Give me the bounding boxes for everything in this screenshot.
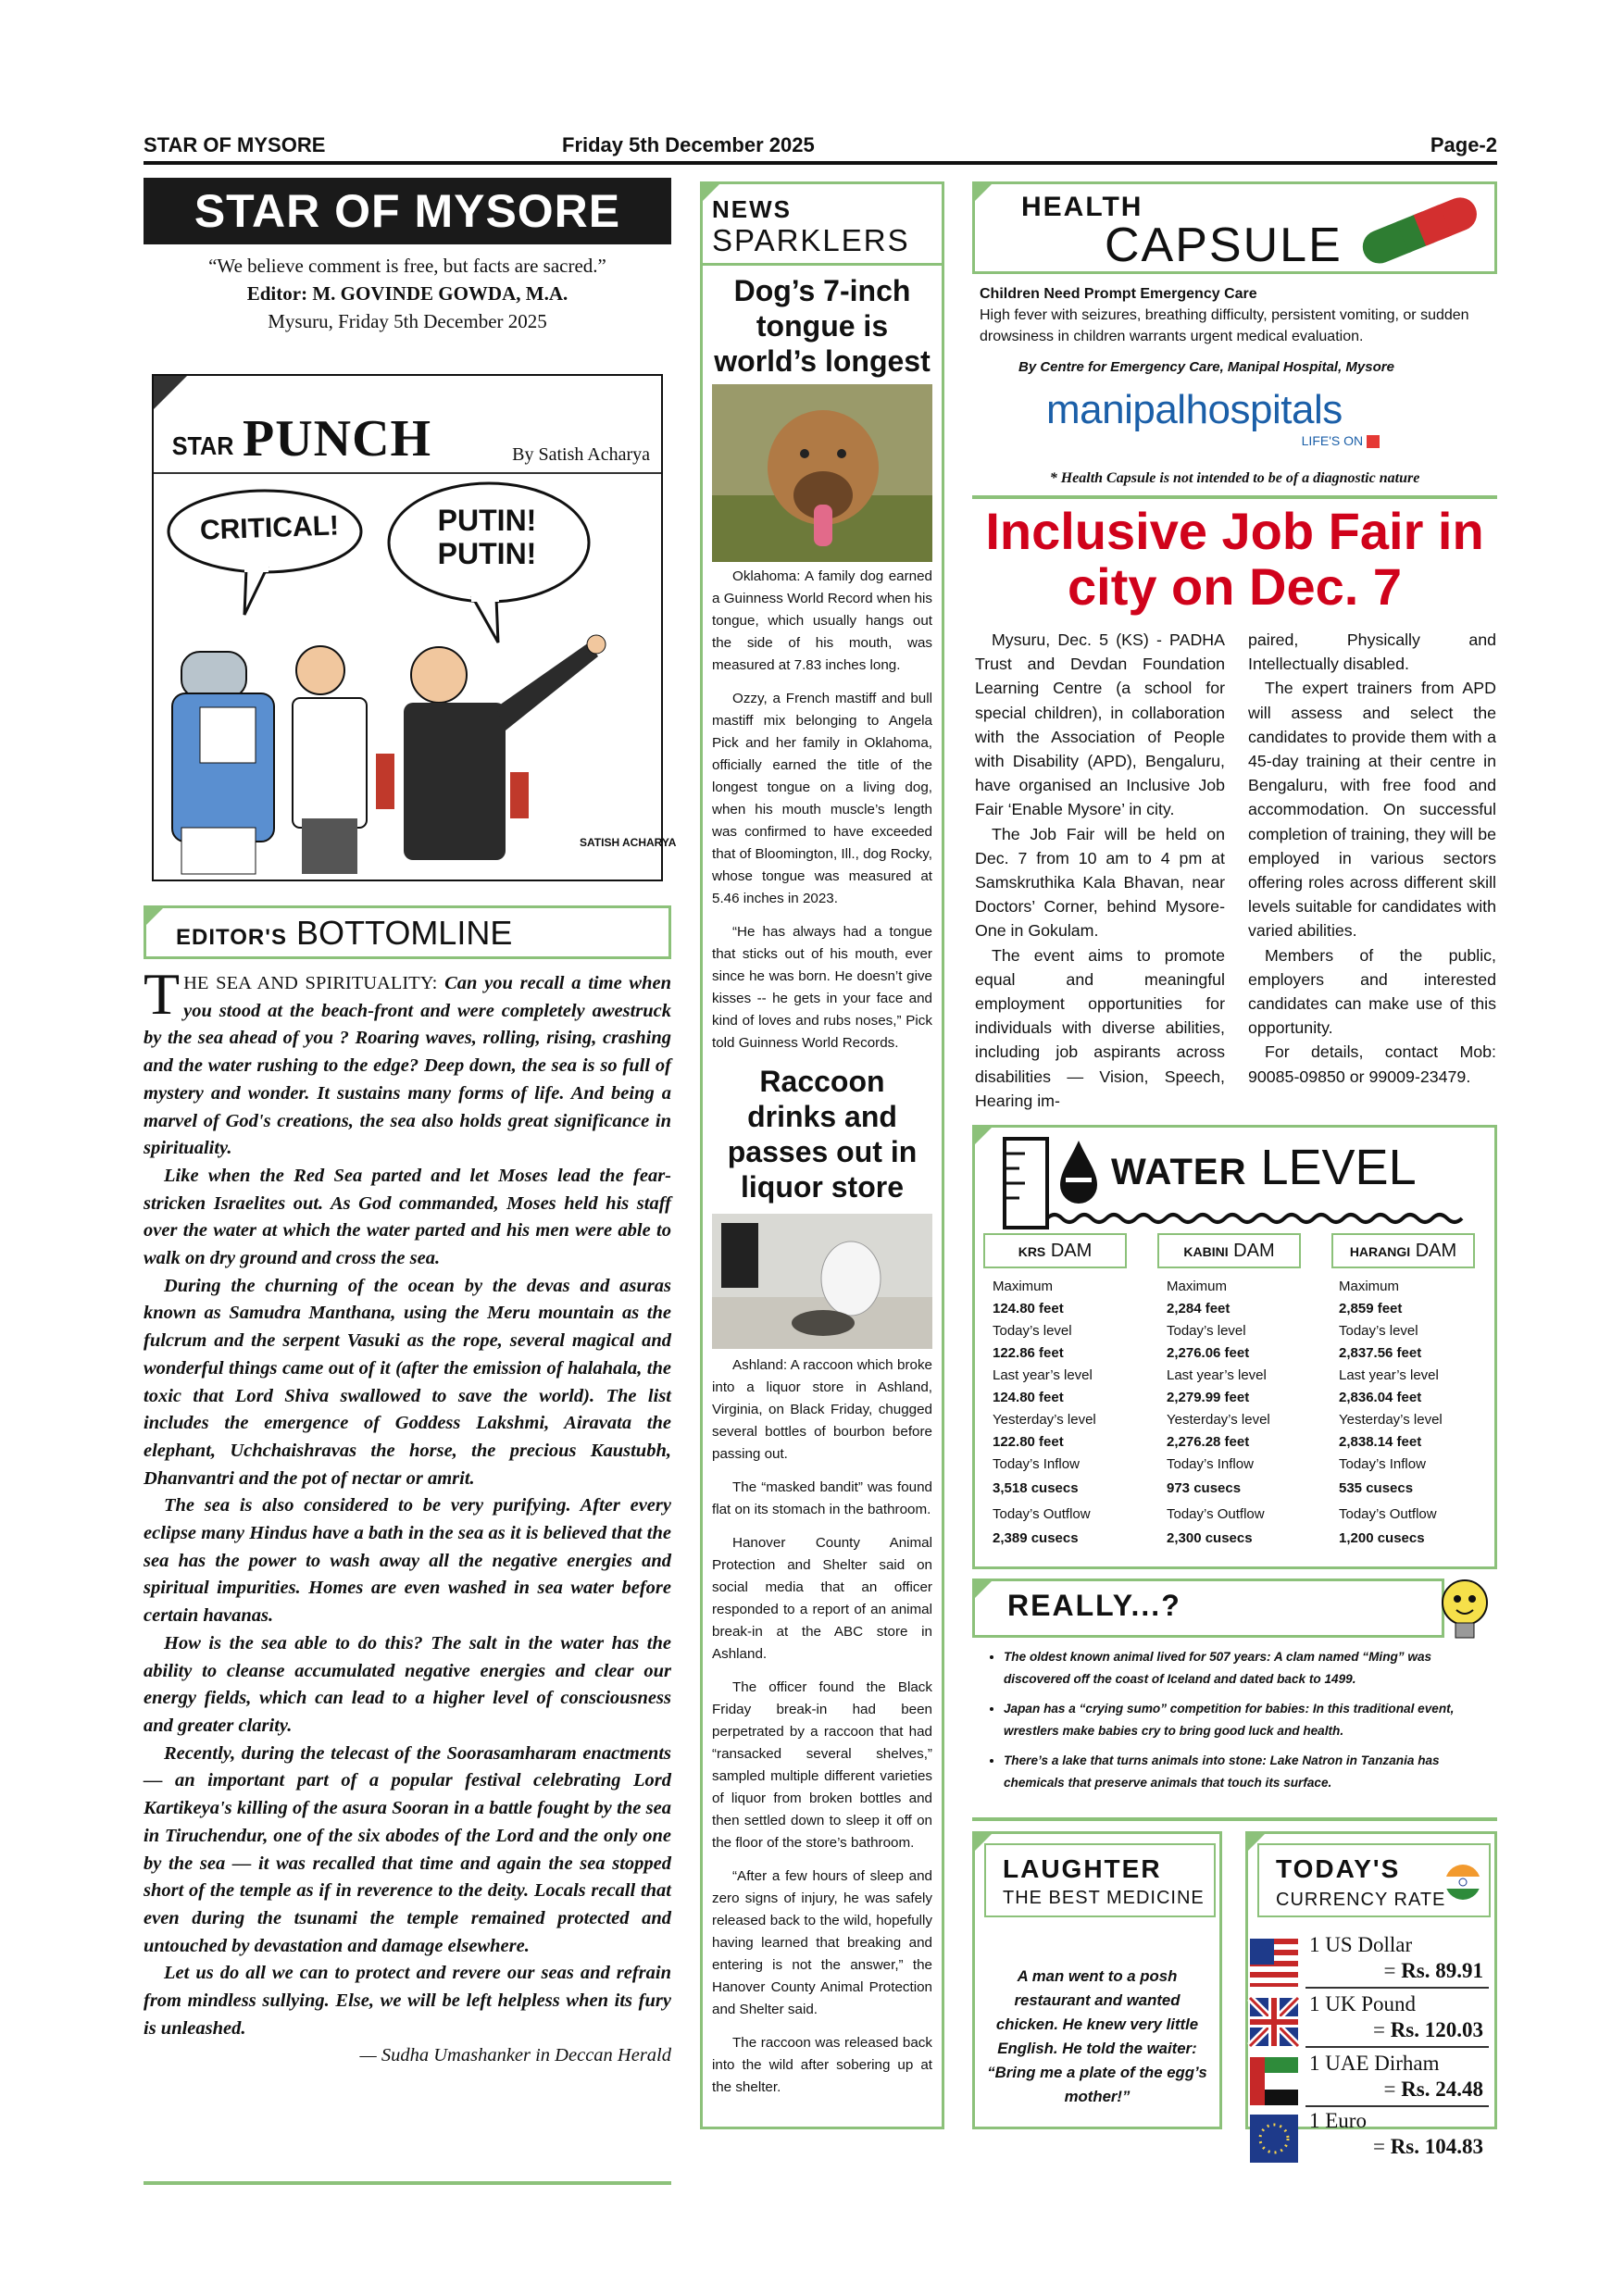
bottomline-signature: — Sudha Umashanker in Deccan Herald: [359, 2045, 671, 2066]
value-outflow: 1,200 cusecs: [1339, 1530, 1425, 1546]
dam-header-kabini: [1157, 1233, 1301, 1268]
currency-value-text: Rs. 120.03: [1390, 2018, 1483, 2041]
bottomline-title: [176, 915, 512, 956]
laughter-joke: A man went to a posh restaurant and wanted chicken. He knew very little English. He told the waiter: “Bring me a plate of the egg’s mother!”: [987, 1967, 1207, 2105]
currency-rule: [1305, 1987, 1489, 1989]
bottomline-para-5: How is the sea able to do this? The salt in the water has the ability to cleanse accumulated negative energies and clear our energy fields, which can lead to a higher level of consciousness and greater clarity.: [144, 1632, 671, 1736]
svg-text:SATISH ACHARYA: SATISH ACHARYA: [580, 836, 677, 849]
list-item: • There’s a lake that turns animals into stone: Lake Natron in Tanzania has chemicals that preserve animals that touch its surface.: [1004, 1750, 1489, 1794]
header-page-number: Page-2: [1430, 133, 1497, 156]
currency-equals: =: [1383, 2078, 1402, 2101]
speech-bubble-putin-line1: PUTIN!: [437, 504, 537, 537]
really-facts-list: [989, 1646, 1489, 1802]
uae-flag-icon: [1250, 2057, 1298, 2105]
value-yesterday: 2,838.14 feet: [1339, 1434, 1422, 1450]
label-yesterday: Yesterday’s level: [993, 1412, 1096, 1428]
currency-row-usd: [1250, 1933, 1489, 1990]
currency-rule: [1305, 2046, 1489, 2048]
job-para-4: paired, Physically and Intellectually disabled.: [1248, 630, 1496, 674]
label-max: Maximum: [993, 1279, 1054, 1294]
label-max: Maximum: [1167, 1279, 1228, 1294]
health-label: HEALTH: [1021, 192, 1143, 222]
label-today: Today’s level: [1167, 1323, 1246, 1339]
manipal-logo: [1046, 387, 1417, 461]
masthead-dateline: Mysuru, Friday 5th December 2025: [268, 310, 547, 332]
health-rule: [972, 495, 1497, 499]
laughter-subtitle: THE BEST MEDICINE: [1003, 1888, 1205, 1908]
raccoon-para-5: “After a few hours of sleep and zero signs of injury, he was safely released back to the wild, hopefully having learned that breaking and entering is not the answer,” the Hanover County Animal Protection and Shelter said.: [712, 1868, 932, 2017]
label-yesterday: Yesterday’s level: [1339, 1412, 1443, 1428]
job-fair-col-1: [975, 628, 1225, 1113]
value-today: 2,837.56 feet: [1339, 1345, 1422, 1361]
value-last-year: 124.80 feet: [993, 1390, 1064, 1405]
value-inflow: 3,518 cusecs: [993, 1480, 1079, 1496]
news-raccoon-story: [712, 1354, 932, 2099]
bottomline-rule: [144, 2181, 671, 2185]
news-headline-raccoon: Raccoon drinks and passes out in liquor store: [727, 1065, 918, 1204]
plus-icon: [1367, 435, 1380, 448]
us-flag-icon: [1250, 1939, 1298, 1987]
laughter-header: [984, 1843, 1216, 1917]
value-last-year: 2,836.04 feet: [1339, 1390, 1422, 1405]
dam-name: HARANGI: [1349, 1244, 1411, 1259]
value-today: 2,276.06 feet: [1167, 1345, 1250, 1361]
job-para-3: The event aims to promote equal and meaningful employment opportunities for individuals with diverse abilities, including job aspirants across disabilities — Vision, Speech, Hearing im-: [975, 945, 1225, 1110]
currency-value-text: Rs. 24.48: [1401, 2078, 1483, 2101]
health-capsule-body: [980, 283, 1498, 378]
masthead-editor: Editor: M. GOVINDE GOWDA, M.A.: [246, 282, 568, 305]
news-title: SPARKLERS: [703, 224, 942, 266]
currency-rule: [1305, 2105, 1489, 2107]
star-label: STAR: [171, 431, 234, 460]
star-punch-header: [154, 409, 661, 474]
health-title: CAPSULE: [1105, 218, 1343, 272]
star-punch-cartoon: [152, 374, 677, 881]
dam-suffix: DAM: [1050, 1241, 1093, 1261]
bottomline-para-6: Recently, during the telecast of the Soorasamharam enactments — an important part of a popular festival celebrating Lord Kartikeya's killing of the asura Sooran in a battle fought by the sea in Tiruchendur, one of the six abodes of the Lord and the only one by the sea — it was recalled that time and again the sea stopped short of the temple as if in reverence to the deity. Locals recall that even during the tsunami the temple remained protected and untouched by devastation and damage elsewhere.: [144, 1742, 671, 1956]
value-today: 122.86 feet: [993, 1345, 1064, 1361]
currency-value: [1373, 2135, 1483, 2159]
bottomline-title-text: BOTTOMLINE: [295, 914, 513, 952]
dog-para-2: Ozzy, a French mastiff and bull mastiff mix belonging to Angela Pick and her family in Oklahoma, officially earned the title of the longest tongue on a living dog, when his mouth muscle’s length was confirmed to have exceeded that of Bloomington, Ill., dog Rocky, whose tongue was measured at 5.46 inches in 2023.: [712, 691, 932, 906]
dog-para-3: “He has always had a tongue that sticks out of his mouth, ever since he was born. He doesn’t give kisses -- he gets in your face and kind of loves and rubs noses,” Pick told Guinness World Records.: [712, 924, 932, 1051]
job-para-5: The expert trainers from APD will assess and select the candidates to provide them with a 45-day training at their centre in Bengaluru, with free food and accommodation. On successful completion of training, they will be employed in various sectors offering roles across different skill levels suitable for candidates with varied abilities.: [1248, 679, 1496, 941]
masthead-info: [144, 252, 671, 335]
value-yesterday: 122.80 feet: [993, 1434, 1064, 1450]
news-dog-story: [712, 566, 932, 1054]
value-last-year: 2,279.99 feet: [1167, 1390, 1250, 1405]
india-flag-icon: [1444, 1864, 1481, 1901]
dam-header-harangi: [1331, 1233, 1475, 1268]
label-inflow: Today’s Inflow: [993, 1456, 1080, 1472]
label-today: Today’s level: [1339, 1323, 1418, 1339]
header-paper-name: STAR OF MYSORE: [144, 133, 326, 156]
job-para-7: For details, contact Mob: 90085-09850 or 99009-23479.: [1248, 1042, 1496, 1086]
label-inflow: Today’s Inflow: [1339, 1456, 1426, 1472]
currency-name: 1 UK Pound: [1309, 1992, 1417, 2015]
dam-data-krs: [993, 1276, 1155, 1550]
currency-equals: =: [1372, 2135, 1391, 2158]
list-item: • Japan has a “crying sumo” competition for babies: In this traditional event, wrestlers make babies cry to bring good luck and health.: [1004, 1698, 1489, 1742]
dropcap: T: [144, 961, 181, 1027]
speech-bubble-putin-line2: PUTIN!: [437, 537, 537, 570]
job-para-6: Members of the public, employers and interested candidates can make use of this opportunity.: [1248, 945, 1496, 1038]
uk-flag-icon: [1250, 1998, 1298, 2046]
header-date: Friday 5th December 2025: [562, 133, 815, 156]
currency-value: [1373, 2018, 1483, 2042]
bottomline-para-3: During the churning of the ocean by the devas and asuras known as Samudra Manthana, using the Meru mountain as the fulcrum and the serpent Vasuki as the rope, several magical and wonderful things came out of it (after the emission of halahala, the toxic that Lord Shiva swallowed to save the world). The list includes the emergence of Goddess Lakshmi, Airavata the elephant, Uchchaishravas the horse, the precious Kaustubh, Dhanvantri and the pot of nectar or amrit.: [144, 1275, 671, 1489]
label-outflow: Today’s Outflow: [1339, 1506, 1437, 1522]
job-para-1: Mysuru, Dec. 5 (KS) - PADHA Trust and Devdan Foundation Learning Centre (a school for special children), in collaboration with the Association of People with Disability (APD), Bengaluru, have organised an Inclusive Job Fair ‘Enable Mysore’ in city.: [975, 630, 1225, 819]
currency-row-eur: [1250, 2109, 1489, 2166]
currency-value: [1383, 1959, 1483, 1983]
job-fair-col-2: [1248, 628, 1496, 1089]
value-max: 2,284 feet: [1167, 1301, 1230, 1316]
currency-name: 1 US Dollar: [1309, 1933, 1413, 1956]
job-fair-headline: Inclusive Job Fair in city on Dec. 7: [985, 502, 1484, 616]
currency-row-gbp: [1250, 1992, 1489, 2050]
label-last-year: Last year’s level: [1167, 1367, 1267, 1383]
dam-suffix: DAM: [1233, 1241, 1275, 1261]
bottomline-para-4: The sea is also considered to be very purifying. After every eclipse many Hindus have a bath in the sea as it is believed that the sea has the power to wash away all the negative energies and spiritual impurities. Homes are even washed in sea water before certain havanas.: [144, 1495, 671, 1627]
news-label: NEWS: [712, 195, 792, 223]
speech-bubble-putin: [422, 504, 552, 570]
water-title-text: LEVEL: [1260, 1140, 1417, 1195]
label-last-year: Last year’s level: [1339, 1367, 1439, 1383]
manipal-tagline-text: LIFE'S ON: [1301, 433, 1364, 448]
news-headline-dog: Dog’s 7-inch tongue is world’s longest: [714, 274, 931, 378]
raccoon-para-6: The raccoon was released back into the wild after sobering up at the shelter.: [712, 2035, 932, 2095]
value-max: 2,859 feet: [1339, 1301, 1403, 1316]
bottomline-para-7: Let us do all we can to protect and revere our seas and refrain from mindless sullying. Else, we will be left helpless when its fury is unleashed.: [144, 1963, 671, 2039]
value-inflow: 973 cusecs: [1167, 1480, 1242, 1496]
bottomline-article: [144, 961, 671, 2070]
value-outflow: 2,300 cusecs: [1167, 1530, 1253, 1546]
bottomline-para-1-text: Can you recall a time when you stood at the beach-front and were completely awestruck by the sea ahead of you ? Roaring waves, rolling, rising, crashing and the water rushing to the edge? Deep down, the sea is so full of mystery and wonder. It sustains many forms of life. And being a marvel of God's creations, the sea also holds great significance in spirituality.: [144, 973, 671, 1159]
bottomline-para-2: Like when the Red Sea parted and let Moses lead the fear-stricken Israelites out. As God commanded, Moses held his staff over the water at which the water parted and his men were able to walk on dry ground and cross the sea.: [144, 1165, 671, 1269]
dam-data-harangi: [1339, 1276, 1501, 1550]
job-para-2: The Job Fair will be held on Dec. 7 from 10 am to 4 pm at Samskruthika Kala Bhavan, near Doctors’ Corner, behind Mysore-One in Gokulam.: [975, 824, 1225, 941]
currency-row-aed: [1250, 2052, 1489, 2109]
label-yesterday: Yesterday’s level: [1167, 1412, 1270, 1428]
masthead-banner: STAR OF MYSORE: [144, 178, 671, 244]
raccoon-para-2: The “masked bandit” was found flat on its stomach in the bathroom.: [712, 1479, 932, 1517]
label-outflow: Today’s Outflow: [993, 1506, 1091, 1522]
health-capsule-header: [972, 181, 1497, 274]
bottomline-kicker: HE SEA AND SPIRITUALITY:: [183, 973, 438, 993]
label-outflow: Today’s Outflow: [1167, 1506, 1265, 1522]
cartoonist-signature: [580, 836, 677, 849]
label-last-year: Last year’s level: [993, 1367, 1093, 1383]
laughter-title: LAUGHTER: [1003, 1854, 1162, 1883]
bottomline-label: EDITOR'S: [176, 925, 287, 950]
value-max: 124.80 feet: [993, 1301, 1064, 1316]
lightbulb-icon: [1432, 1569, 1497, 1653]
raccoon-para-3: Hanover County Animal Protection and Shelter said on social media that an officer responded to a report of an animal break-in at the ABC store in Ashland.: [712, 1535, 932, 1662]
water-label: WATER: [1111, 1152, 1247, 1192]
value-outflow: 2,389 cusecs: [993, 1530, 1079, 1546]
corner-triangle-icon: [154, 376, 187, 409]
eu-flag-icon: [1250, 2115, 1298, 2163]
dam-suffix: DAM: [1415, 1241, 1457, 1261]
currency-name: 1 Euro: [1309, 2109, 1367, 2132]
corner-triangle-icon: [972, 1578, 994, 1601]
bottomline-para-1: [144, 961, 671, 1163]
dam-name: KRS: [1018, 1244, 1046, 1259]
list-item: • The oldest known animal lived for 507 years: A clam named “Ming” was discovered off the coast of Iceland and dated back to 1499.: [1004, 1646, 1489, 1691]
currency-header: [1257, 1843, 1491, 1917]
currency-value-text: Rs. 89.91: [1401, 1959, 1483, 1982]
dam-data-kabini: [1167, 1276, 1329, 1550]
health-text: High fever with seizures, breathing difficulty, persistent vomiting, or sudden drowsiness in children warrants urgent medical evaluation.: [980, 307, 1469, 344]
label-inflow: Today’s Inflow: [1167, 1456, 1254, 1472]
speech-bubble-critical: CRITICAL!: [199, 510, 340, 546]
currency-value-text: Rs. 104.83: [1390, 2135, 1483, 2158]
currency-subtitle: CURRENCY RATE: [1276, 1890, 1446, 1910]
value-yesterday: 2,276.28 feet: [1167, 1434, 1250, 1450]
currency-equals: =: [1372, 2018, 1391, 2041]
punch-label: PUNCH: [243, 410, 432, 468]
corner-triangle-icon: [144, 905, 166, 928]
news-sparklers-column: [700, 181, 944, 2129]
dog-para-1: Oklahoma: A family dog earned a Guinness World Record when his tongue, which usually hangs out the side of his mouth, was measured at 7.83 inches long.: [712, 568, 932, 673]
manipal-logo-text: manipalhospitals: [1046, 387, 1343, 432]
label-max: Maximum: [1339, 1279, 1400, 1294]
corner-triangle-icon: [972, 181, 994, 204]
capsule-pill-icon: [1350, 188, 1489, 271]
really-title: REALLY...?: [1007, 1589, 1181, 1622]
currency-equals: =: [1383, 1959, 1402, 1982]
really-rule: [972, 1817, 1497, 1821]
raccoon-photo: [712, 1214, 932, 1349]
currency-name: 1 UAE Dirham: [1309, 2052, 1440, 2075]
currency-value: [1383, 2078, 1483, 2102]
masthead-tagline: “We believe comment is free, but facts are sacred.”: [208, 255, 606, 277]
label-today: Today’s level: [993, 1323, 1072, 1339]
value-inflow: 535 cusecs: [1339, 1480, 1414, 1496]
health-headline: Children Need Prompt Emergency Care: [980, 286, 1257, 302]
dog-photo: [712, 384, 932, 562]
manipal-tagline: [1302, 433, 1380, 448]
raccoon-para-1: Ashland: A raccoon which broke into a liquor store in Ashland, Virginia, on Black Friday, chugged several bottles of bourbon before passing out.: [712, 1357, 932, 1462]
water-level-title: [1111, 1139, 1417, 1196]
currency-title: TODAY'S: [1276, 1854, 1401, 1883]
cartoon-byline: By Satish Acharya: [512, 444, 650, 465]
raccoon-para-4: The officer found the Black Friday break-in had been perpetrated by a raccoon that had “ransacked several shelves,” sampled multiple different varieties of liquor from broken bottles and then settled down to sleep it off on the floor of the store’s bathroom.: [712, 1679, 932, 1851]
health-disclaimer: * Health Capsule is not intended to be of a diagnostic nature: [1049, 470, 1420, 486]
dam-name: KABINI: [1183, 1244, 1229, 1259]
dam-header-krs: [983, 1233, 1127, 1268]
health-byline: By Centre for Emergency Care, Manipal Hospital, Mysore: [1018, 359, 1394, 375]
page-header: [144, 130, 1497, 165]
